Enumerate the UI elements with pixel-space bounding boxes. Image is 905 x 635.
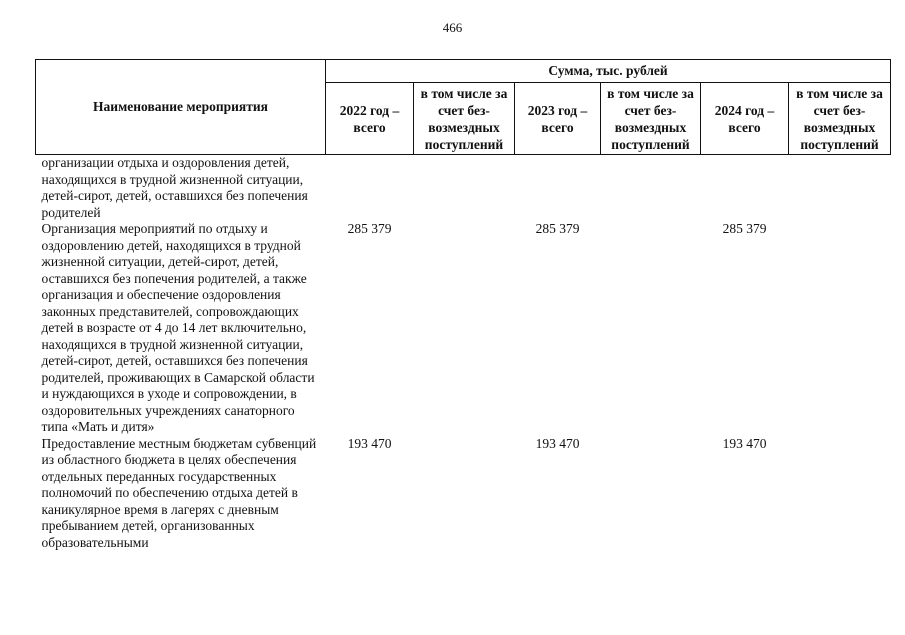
value-2023-grants	[601, 155, 701, 222]
row-name: организации отдыха и оздоровления детей, находящихся в трудной жизненной ситуации, детей-сирот, детей, оставшихся без попечения родителей	[41, 155, 308, 220]
value-2022-total: 193 470	[347, 435, 392, 451]
value-2022-grants	[414, 155, 515, 222]
header-name-column: Наименование мероприятия	[36, 60, 326, 155]
header-2024-grants: в том числе за счет без-возмездных поступлений	[789, 83, 891, 155]
row-name: Предоставление местным бюджетам субвенций из областного бюджета в целях обеспечения отдельных переданных государственных полномочий по обеспечению отдыха детей в каникулярное время в лагерях с дневным пребыванием детей, организованных образовательными	[41, 435, 317, 550]
value-2024-total	[701, 155, 789, 222]
header-2024-total: 2024 год – всего	[701, 83, 789, 155]
value-2024-grants	[789, 155, 891, 222]
value-2022-total	[326, 155, 414, 222]
value-2023-total: 193 470	[535, 435, 580, 451]
value-2022-grants	[414, 221, 515, 436]
value-2024-grants	[789, 221, 891, 436]
value-2023-grants	[601, 436, 701, 552]
header-sum-group: Сумма, тыс. рублей	[326, 60, 891, 83]
header-2022-total: 2022 год – всего	[326, 83, 414, 155]
row-name: Организация мероприятий по отдыху и оздоровлению детей, находящихся в трудной жизненной ситуации, детей-сирот, детей, оставшихся без попечения родителей, а также организация и обеспечение оздоровления законных представителей, сопровождающих детей в возрасте от 4 до 14 лет включительно, находящихся в трудной жизненной ситуации, детей-сирот, детей, оставшихся без попечения родителей, проживающих в Самарской области и нуждающихся в уходе и сопровождении, в оздоровительных учреждениях санаторного типа «Мать и дитя»	[41, 221, 315, 434]
header-2023-grants: в том числе за счет без-возмездных поступлений	[601, 83, 701, 155]
table-row	[36, 155, 891, 222]
budget-table	[35, 59, 891, 551]
value-2022-grants	[414, 436, 515, 552]
page-number: 466	[442, 20, 463, 35]
value-2024-total: 193 470	[722, 435, 767, 451]
table-row	[36, 436, 891, 552]
value-2023-total: 285 379	[535, 221, 580, 236]
value-2023-grants	[601, 221, 701, 436]
value-2024-grants	[789, 436, 891, 552]
header-2023-total: 2023 год – всего	[515, 83, 601, 155]
value-2024-total: 285 379	[722, 221, 767, 236]
table-row	[36, 221, 891, 436]
value-2022-total: 285 379	[347, 221, 392, 236]
header-2022-grants: в том числе за счет без-возмездных поступлений	[414, 83, 515, 155]
value-2023-total	[515, 155, 601, 222]
